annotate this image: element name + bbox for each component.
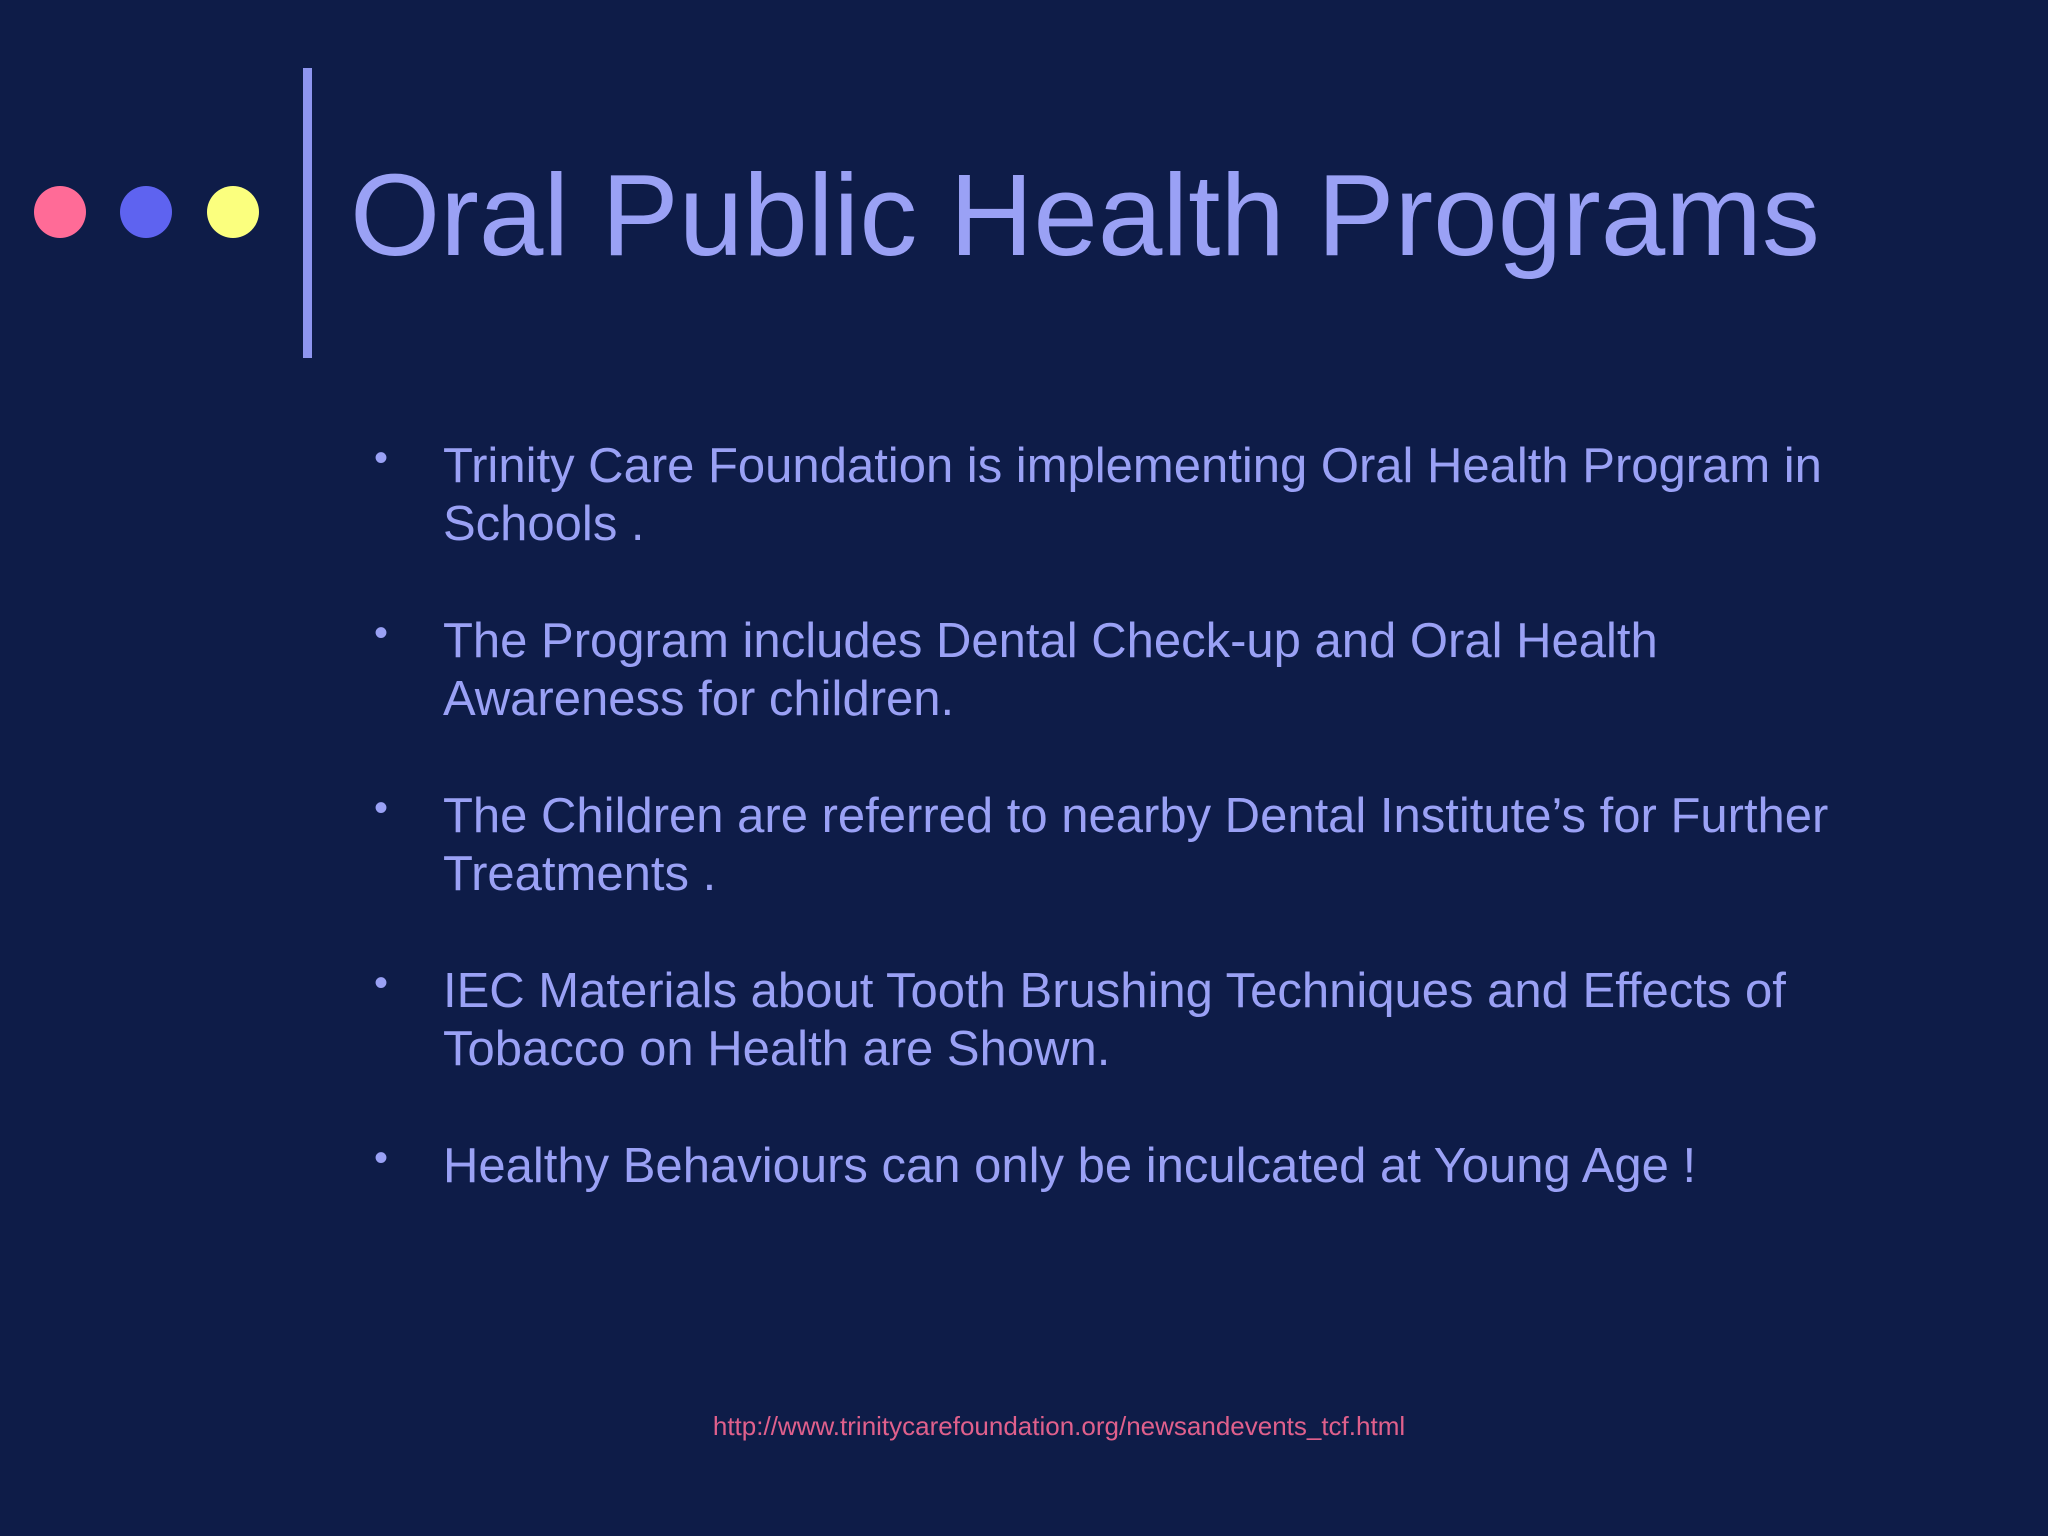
bullet-icon: • bbox=[374, 786, 389, 830]
bullet-icon: • bbox=[374, 611, 389, 655]
title-divider-line bbox=[303, 68, 312, 358]
bullet-item bbox=[370, 612, 1910, 728]
blue-dot-icon bbox=[120, 186, 172, 238]
slide-title: Oral Public Health Programs bbox=[350, 150, 1820, 280]
bullet-icon: • bbox=[374, 436, 389, 480]
yellow-dot-icon bbox=[207, 186, 259, 238]
bullet-list bbox=[370, 437, 1910, 1254]
bullet-text: IEC Materials about Tooth Brushing Techniques and Effects of Tobacco on Health are Shown. bbox=[443, 964, 1786, 1076]
bullet-item bbox=[370, 962, 1910, 1078]
bullet-item bbox=[370, 1137, 1910, 1195]
bullet-text: Healthy Behaviours can only be inculcated at Young Age ! bbox=[443, 1139, 1697, 1193]
bullet-icon: • bbox=[374, 1136, 389, 1180]
bullet-text: The Children are referred to nearby Dental Institute’s for Further Treatments . bbox=[443, 789, 1829, 901]
bullet-icon: • bbox=[374, 961, 389, 1005]
bullet-text: The Program includes Dental Check-up and Oral Health Awareness for children. bbox=[443, 614, 1658, 726]
pink-dot-icon bbox=[34, 186, 86, 238]
bullet-item bbox=[370, 437, 1910, 553]
footer-url-link[interactable]: http://www.trinitycarefoundation.org/newsandevents_tcf.html bbox=[712, 1411, 1406, 1441]
bullet-text: Trinity Care Foundation is implementing Oral Health Program in Schools . bbox=[443, 439, 1822, 551]
bullet-item bbox=[370, 787, 1910, 903]
